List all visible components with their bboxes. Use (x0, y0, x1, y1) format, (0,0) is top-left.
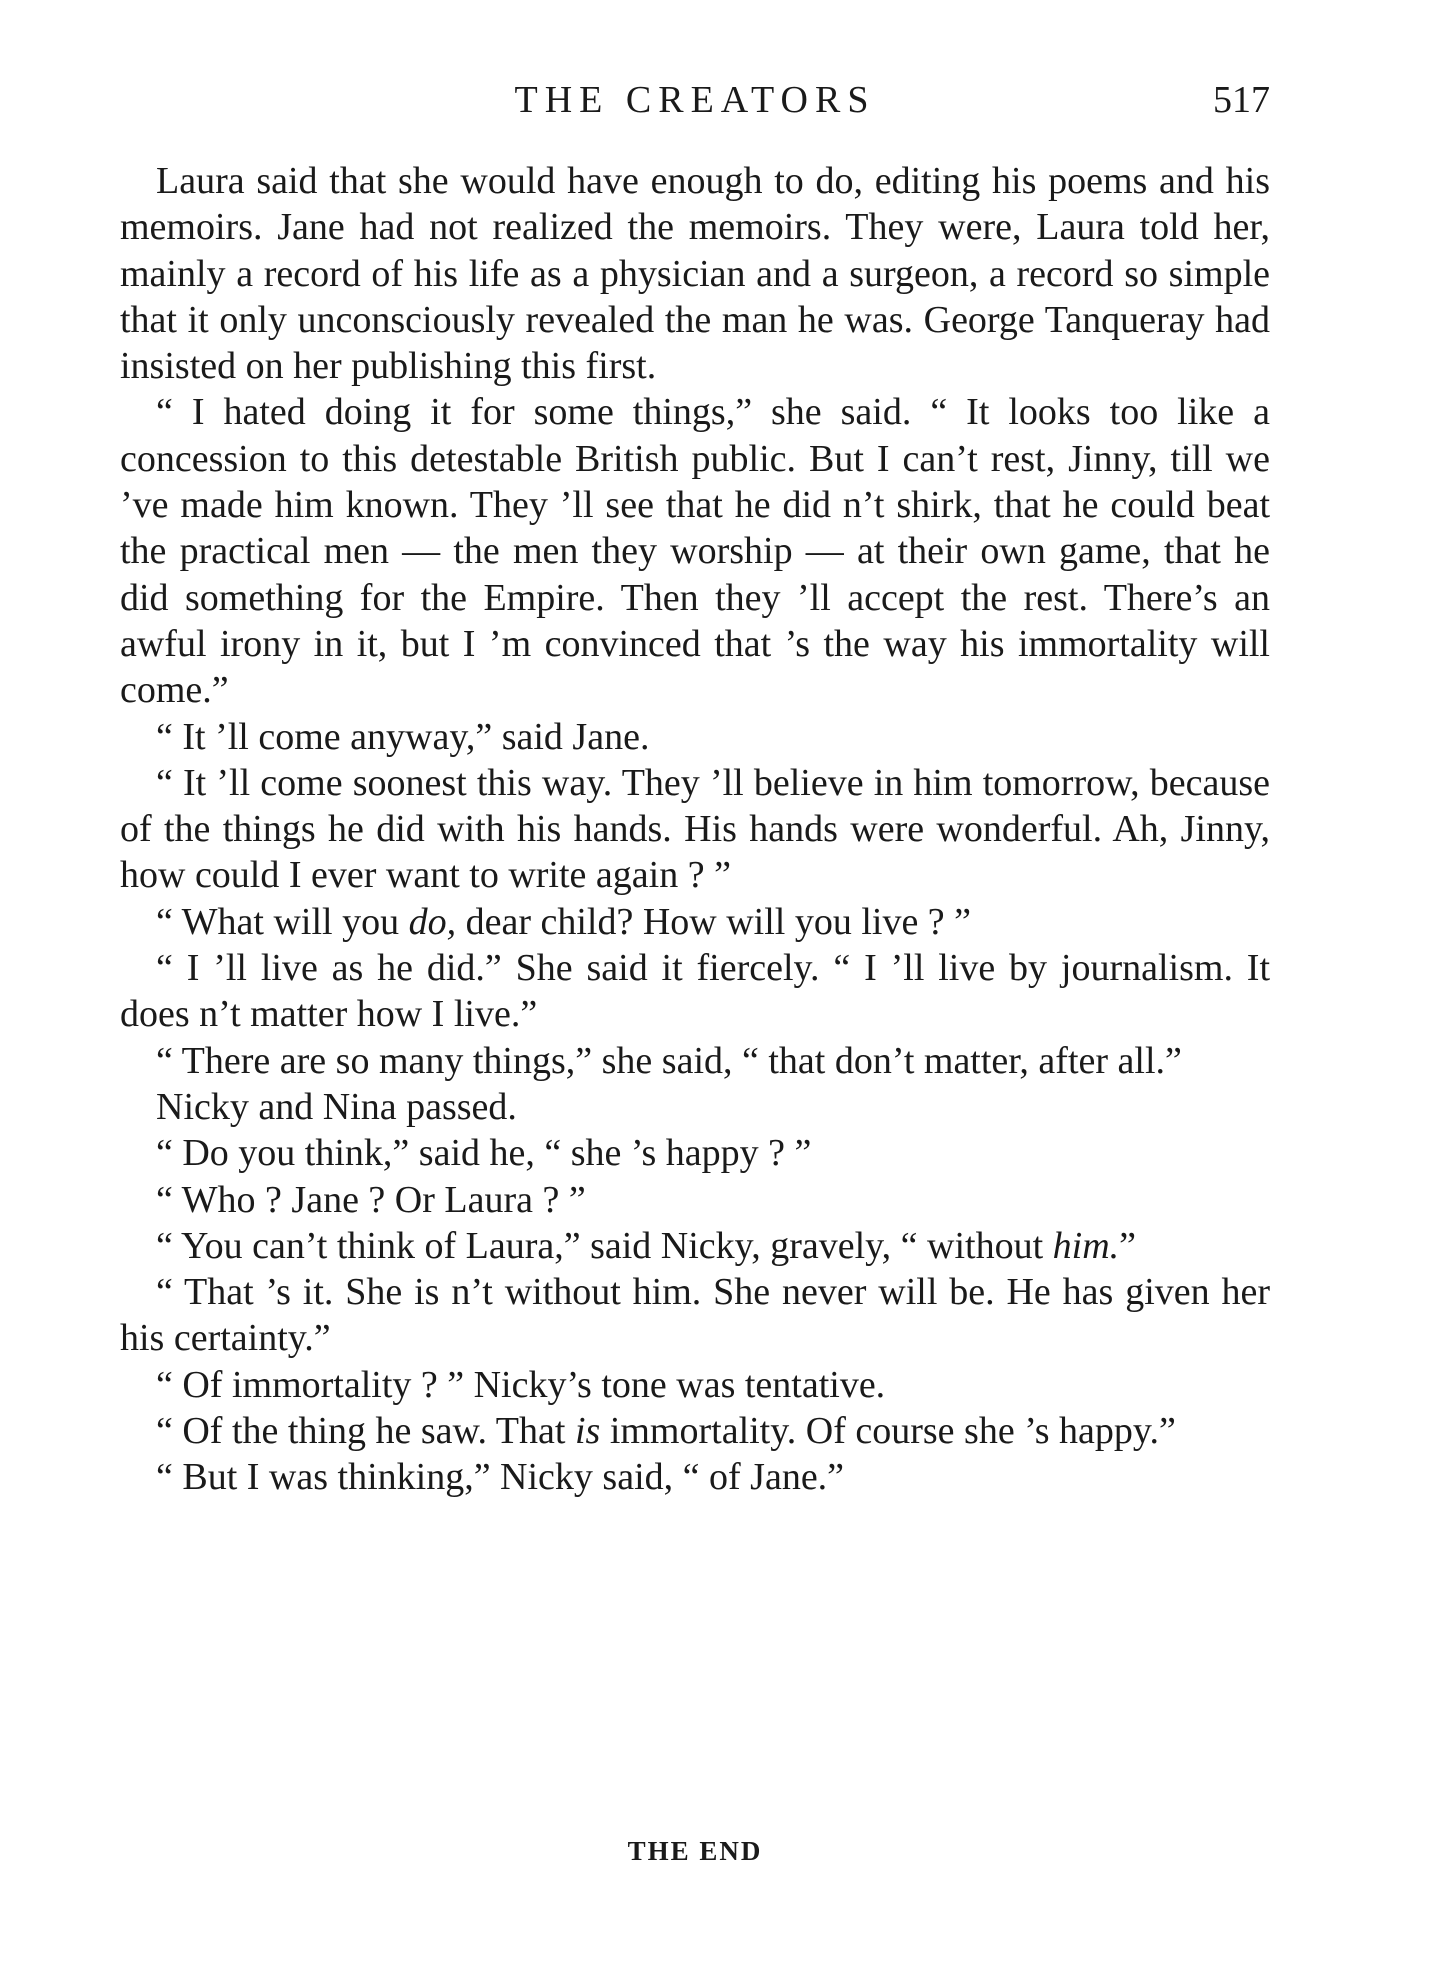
body-text (120, 158, 1270, 1501)
emphasis: him. (1052, 1224, 1120, 1267)
paragraph: Nicky and Nina passed. (156, 1085, 517, 1128)
running-head (120, 70, 1270, 130)
paragraph: “ Who ? Jane ? Or Laura ? ” (156, 1178, 586, 1221)
paragraph: “ I hated doing it for some things,” she said. “ It looks too like a concession to this detestable British public. But I can’t rest, Jinny, till we ’ve made him known. They ’ll see that he did n’t shirk, that he could beat the practical men — the men they worship — at their own game, that he did something for the Empire. Then they ’ll accept the rest. There’s an awful irony in it, but I ’m convinced that ’s the way his immortality will come.” (120, 391, 1270, 712)
paragraph: “ That ’s it. She is n’t without him. She never will be. He has given her his certainty.” (120, 1271, 1270, 1360)
paragraph: Laura said that she would have enough to do, editing his poems and his memoirs. Jane had not realized the memoirs. They were, Laura told her, mainly a record of his life as a physician and a surgeon, a record so simple that it only unconsciously revealed the man he was. George Tanqueray had insisted on her publishing this first. (120, 160, 1270, 388)
paragraph (120, 1408, 1270, 1454)
text-run: ” (1119, 1224, 1137, 1267)
paragraph: “ It ’ll come anyway,” said Jane. (156, 715, 650, 758)
text-run: immortality. Of course she ’s happy.” (600, 1410, 1176, 1453)
paragraph: “ Of immortality ? ” Nicky’s tone was tentative. (156, 1363, 886, 1406)
text-run: “ What will you (156, 900, 409, 943)
text-run: “ Of the thing he saw. That (156, 1410, 575, 1453)
running-title: THE CREATORS (514, 79, 876, 121)
text-run: “ You can’t think of Laura,” said Nicky, gravely, “ without (156, 1224, 1053, 1267)
paragraph: “ There are so many things,” she said, “ that don’t matter, after all.” (156, 1039, 1182, 1082)
emphasis: is (574, 1410, 601, 1453)
emphasis: do, (408, 900, 457, 943)
paragraph: “ But I was thinking,” Nicky said, “ of Jane.” (156, 1456, 845, 1499)
paragraph (120, 899, 1270, 945)
paragraph: “ Do you think,” said he, “ she ’s happy ? ” (156, 1132, 812, 1175)
the-end-label: THE END (627, 1836, 763, 1866)
paragraph: “ I ’ll live as he did.” She said it fiercely. “ I ’ll live by journalism. It does n’t matter how I live.” (120, 947, 1270, 1036)
paragraph (120, 1223, 1270, 1269)
paragraph: “ It ’ll come soonest this way. They ’ll believe in him tomorrow, because of the things he did with his hands. His hands were wonderful. Ah, Jinny, how could I ever want to write again ? ” (120, 761, 1270, 897)
page-number: 517 (1213, 79, 1270, 121)
text-run: dear child? How will you live ? ” (456, 900, 972, 943)
